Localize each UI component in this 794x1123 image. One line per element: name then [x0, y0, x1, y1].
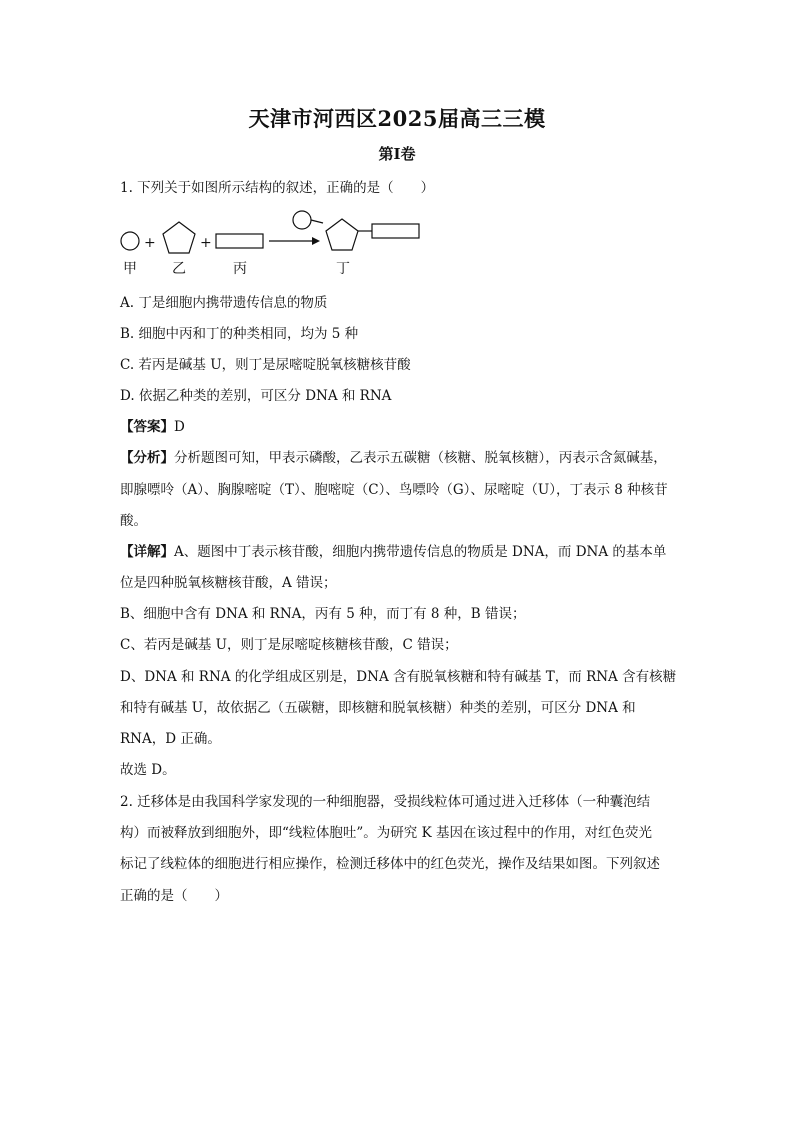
detail-text: A、题图中丁表示核苷酸，细胞内携带遗传信息的物质是 DNA，而 DNA 的基本单	[174, 544, 667, 560]
analysis-tag: 【分析】	[120, 450, 174, 466]
detail-line-5: D、DNA 和 RNA 的化学组成区别是，DNA 含有脱氧核糖和特有碱基 T，而 RNA 含有核糖	[120, 669, 677, 685]
detail-line-4: C、若丙是碱基 U，则丁是尿嘧啶核糖核苷酸，C 错误；	[120, 637, 458, 653]
q1-option-d: D. 依据乙种类的差别，可区分 DNA 和 RNA	[120, 388, 392, 404]
detail-line-8: 故选 D。	[120, 762, 176, 778]
plus-sign-1: +	[144, 235, 156, 251]
detail-line-7: RNA，D 正确。	[120, 731, 221, 747]
detail-line-2: 位是四种脱氧核糖核苷酸，A 错误；	[120, 575, 337, 591]
pentose-pentagon	[163, 222, 195, 253]
detail-line-6: 和特有碱基 U，故依据乙（五碳糖，即核糖和脱氧核糖）种类的差别，可区分 DNA 和	[120, 700, 636, 716]
analysis-line-3: 酸。	[120, 513, 147, 529]
q1-option-c: C. 若丙是碱基 U，则丁是尿嘧啶脱氧核糖核苷酸	[120, 357, 411, 373]
q2-stem-line-3: 标记了线粒体的细胞进行相应操作，检测迁移体中的红色荧光，操作及结果如图。下列叙述	[120, 856, 660, 872]
nucleotide-pentose	[326, 219, 358, 250]
q2-stem-line-1: 2. 迁移体是由我国科学家发现的一种细胞器，受损线粒体可通过进入迁移体（一种囊泡结	[120, 794, 651, 810]
q1-stem: 1. 下列关于如图所示结构的叙述，正确的是（ ）	[120, 180, 435, 196]
label-bing: 丙	[233, 261, 247, 277]
page-title: 天津市河西区2025届高三三模	[248, 106, 546, 131]
volume-heading: 第I卷	[378, 145, 416, 163]
q2-stem-line-2: 构）而被释放到细胞外，即“线粒体胞吐”。为研究 K 基因在该过程中的作用，对红色荧光	[120, 825, 652, 841]
nucleotide-phosphate	[293, 211, 311, 229]
label-yi: 乙	[172, 261, 186, 277]
plus-sign-2: +	[200, 235, 212, 251]
label-jia: 甲	[123, 261, 137, 277]
detail-line-1	[120, 540, 680, 560]
detail-tag: 【详解】	[120, 544, 174, 560]
q2-stem-line-4: 正确的是（ ）	[120, 888, 228, 904]
analysis-text: 分析题图可知，甲表示磷酸，乙表示五碳糖（核糖、脱氧核糖），丙表示含氮碱基，	[174, 450, 667, 466]
base-rectangle	[216, 234, 263, 248]
analysis-line-1	[120, 446, 680, 466]
nucleotide-base	[372, 224, 419, 238]
arrow-head	[312, 237, 320, 245]
analysis-line-2: 即腺嘌呤（A）、胸腺嘧啶（T）、胞嘧啶（C）、鸟嘌呤（G）、尿嘧啶（U），丁表示 8 种核苷	[120, 482, 668, 498]
q1-option-a: A. 丁是细胞内携带遗传信息的物质	[120, 295, 328, 311]
phosphate-bond	[311, 220, 323, 223]
q1-option-b: B. 细胞中丙和丁的种类相同，均为 5 种	[120, 326, 359, 342]
phosphate-circle	[121, 232, 139, 250]
label-ding: 丁	[336, 261, 350, 277]
detail-line-3: B、细胞中含有 DNA 和 RNA，丙有 5 种，而丁有 8 种，B 错误；	[120, 606, 526, 622]
answer-tag: 【答案】	[120, 419, 174, 435]
q1-answer	[120, 415, 680, 435]
nucleotide-diagram	[116, 205, 436, 280]
answer-value: D	[174, 419, 185, 435]
